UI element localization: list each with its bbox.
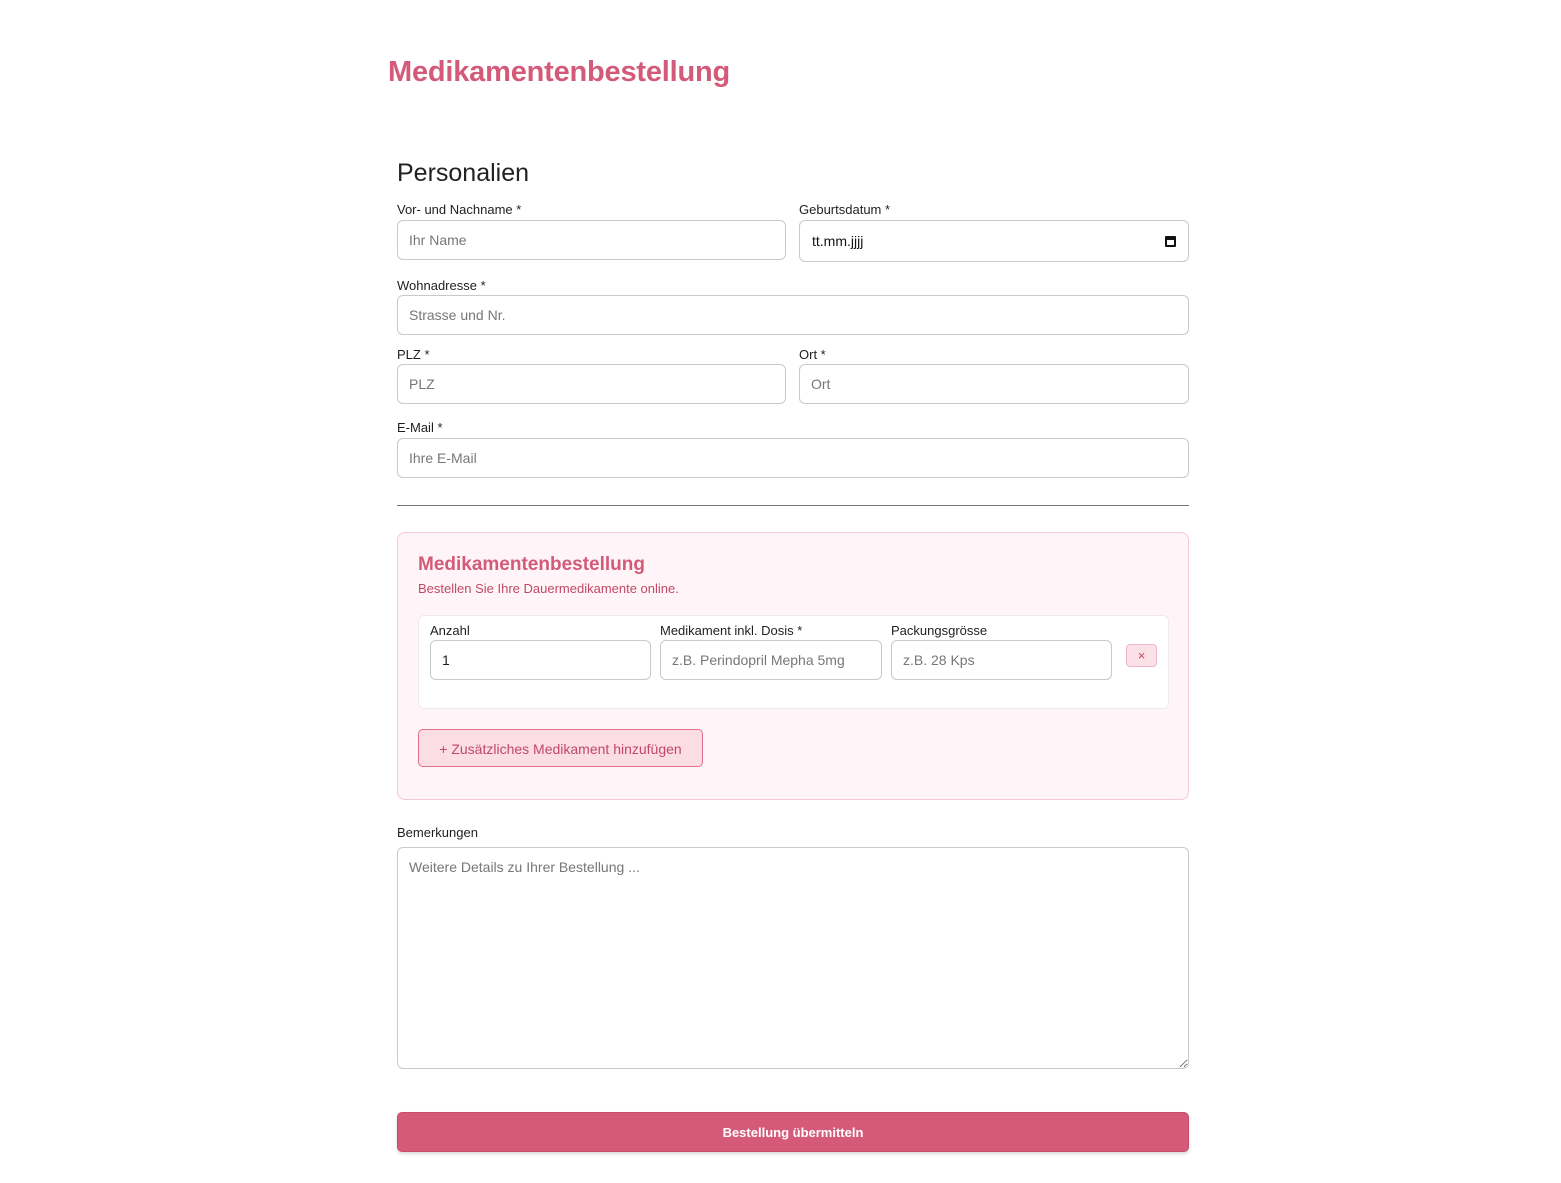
zip-label: PLZ * xyxy=(397,347,430,362)
calendar-icon[interactable] xyxy=(1165,236,1176,247)
medication-title: Medikamentenbestellung xyxy=(418,554,645,575)
package-size-label: Packungsgrösse xyxy=(891,623,988,638)
quantity-input[interactable] xyxy=(430,640,651,680)
city-label: Ort * xyxy=(799,347,826,362)
remarks-textarea[interactable] xyxy=(397,847,1189,1069)
city-input[interactable] xyxy=(799,364,1189,404)
medication-subtitle: Bestellen Sie Ihre Dauermedikamente online. xyxy=(418,581,679,596)
medication-name-input[interactable] xyxy=(660,640,882,680)
section-title-personal: Personalien xyxy=(397,159,530,187)
email-input[interactable] xyxy=(397,438,1189,478)
page-title: Medikamentenbestellung xyxy=(388,56,731,88)
remarks-label: Bemerkungen xyxy=(397,825,478,840)
add-medication-button[interactable]: + Zusätzliches Medikament hinzufügen xyxy=(418,729,703,767)
address-label: Wohnadresse * xyxy=(397,278,486,293)
birthdate-label: Geburtsdatum * xyxy=(799,202,891,217)
name-label: Vor- und Nachname * xyxy=(397,202,522,217)
medication-row xyxy=(418,615,1169,709)
quantity-label: Anzahl xyxy=(430,623,470,638)
address-input[interactable] xyxy=(397,295,1189,335)
submit-order-button[interactable]: Bestellung übermitteln xyxy=(397,1112,1189,1152)
medication-card xyxy=(397,532,1189,800)
birthdate-input[interactable] xyxy=(799,220,1189,262)
section-divider xyxy=(397,505,1189,506)
zip-input[interactable] xyxy=(397,364,786,404)
remove-medication-button[interactable]: × xyxy=(1126,644,1157,667)
email-label: E-Mail * xyxy=(397,420,443,435)
medication-name-label: Medikament inkl. Dosis * xyxy=(660,623,803,638)
package-size-input[interactable] xyxy=(891,640,1112,680)
birthdate-value: tt.mm.jjjj xyxy=(812,233,864,249)
name-input[interactable] xyxy=(397,220,786,260)
